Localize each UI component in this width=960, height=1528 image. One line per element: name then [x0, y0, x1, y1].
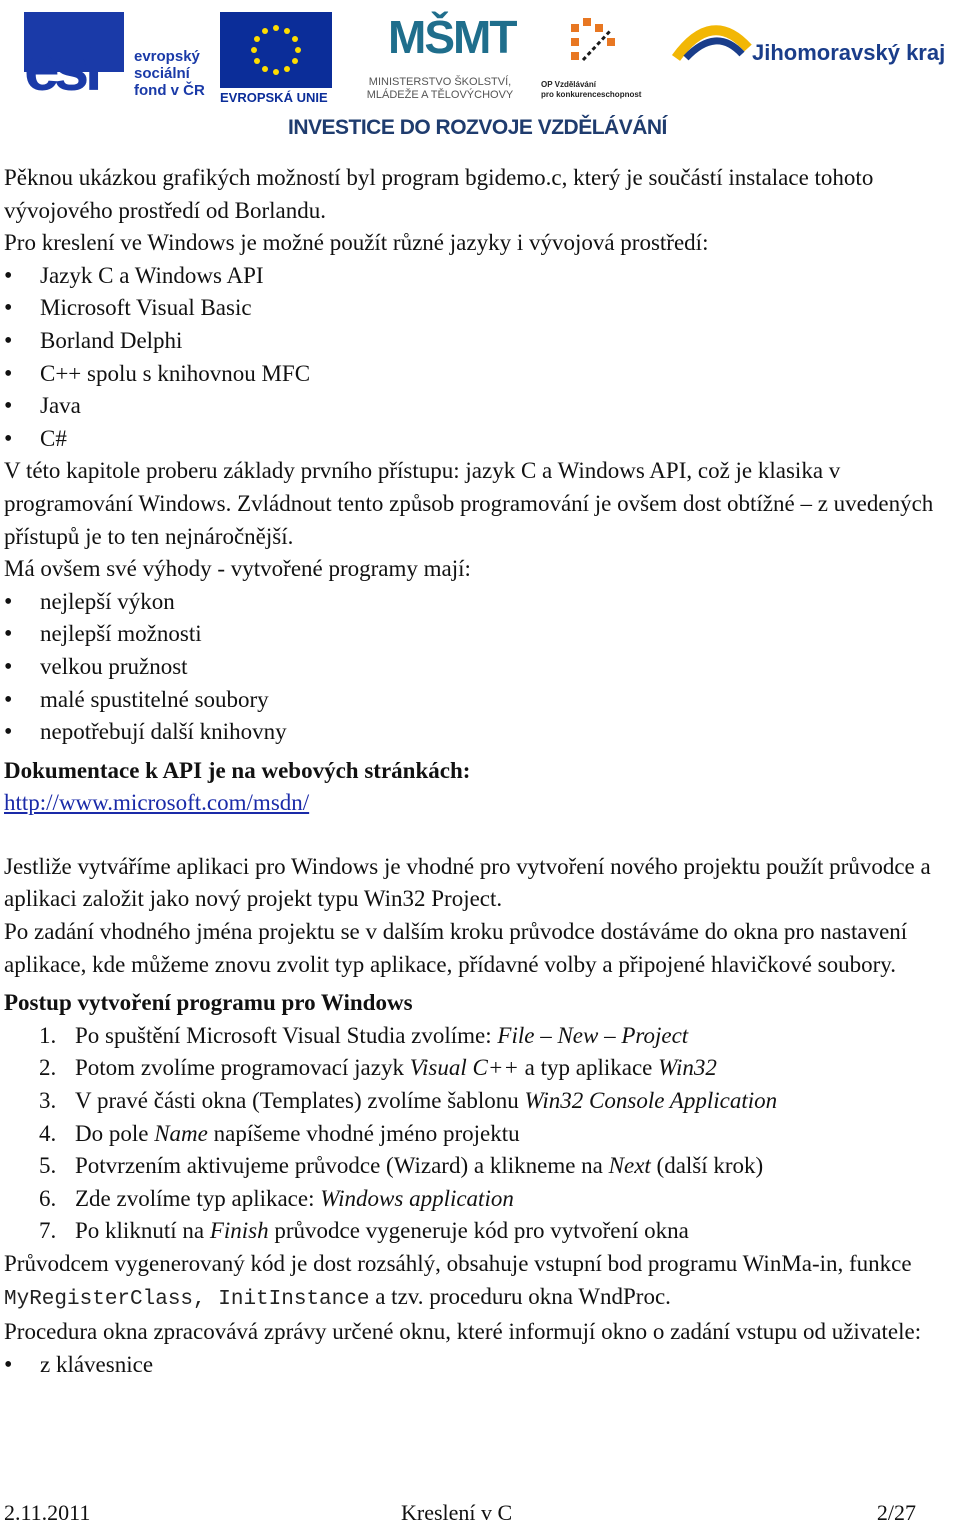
footer-title: Kreslení v C — [401, 1500, 513, 1525]
page-footer — [4, 1500, 960, 1528]
eu-caption: EVROPSKÁ UNIE — [220, 90, 328, 105]
doc-heading: Dokumentace k API je na webových stránkách: — [4, 757, 471, 783]
paragraph: Pro kreslení ve Windows je možné použít různé jazyky i vývojová prostředí: — [4, 230, 709, 256]
list-item: • C++ spolu s knihovnou MFC — [4, 358, 960, 391]
paragraph: Průvodcem vygenerovaný kód je dost rozsáhlý, obsahuje vstupní bod programu WinMa-in, funkce MyRegisterClass, InitInstance a tzv. proceduru okna WndProc. — [4, 1251, 912, 1311]
list-item: • z klávesnice — [4, 1349, 960, 1382]
footer-date: 2.11.2011 — [4, 1500, 91, 1525]
paragraph: Má ovšem své výhody - vytvořené programy mají: — [4, 556, 471, 582]
esf-logo: esf — [24, 32, 99, 104]
list-item: • Java — [4, 390, 960, 423]
esf-caption: evropský sociální fond v ČR — [134, 48, 205, 99]
banner-text: INVESTICE DO ROZVOJE VZDĚLÁVÁNÍ — [288, 116, 667, 139]
step-item: 5. Potvrzením aktivujeme průvodce (Wizard) a klikneme na Next (další krok) — [39, 1153, 764, 1179]
footer-page-number: 2/27 — [876, 1500, 916, 1525]
step-item: 6. Zde zvolíme typ aplikace: Windows application — [39, 1185, 514, 1211]
list-item: • nejlepší výkon — [4, 586, 960, 619]
paragraph: Procedura okna zpracovává zprávy určené oknu, které informují okno o zadání vstupu od uživatele: — [4, 1319, 922, 1345]
msmt-caption: MINISTERSTVO ŠKOLSTVÍ, MLÁDEŽE A TĚLOVÝCHOVY — [366, 76, 514, 101]
advantages-list — [4, 586, 960, 749]
language-list — [4, 260, 960, 456]
paragraph: Jestliže vytváříme aplikaci pro Windows je vhodné pro vytvoření nového projektu použít průvodce a aplikaci založit jako nový projekt typu Win32 Project. — [4, 853, 931, 912]
jmk-caption: Jihomoravský kraj — [752, 40, 946, 65]
list-item: • velkou pružnost — [4, 651, 960, 684]
input-list — [4, 1349, 960, 1382]
jmk-logo-icon — [672, 18, 752, 62]
list-item: • nejlepší možnosti — [4, 618, 960, 651]
steps-list — [4, 1020, 960, 1248]
list-item: • Jazyk C a Windows API — [4, 260, 960, 293]
list-item: • malé spustitelné soubory — [4, 684, 960, 717]
op-logo-icon — [565, 14, 625, 74]
paragraph: Pěknou ukázkou grafikých možností byl program bgidemo.c, který je součástí instalace tohoto vývojového prostředí od Borlandu. — [4, 165, 874, 223]
eu-flag-logo — [220, 12, 332, 88]
step-item: 1. Po spuštění Microsoft Visual Studia zvolíme: File – New – Project — [39, 1022, 689, 1048]
list-item: • Borland Delphi — [4, 325, 960, 358]
code-inline: MyRegisterClass, InitInstance — [4, 1287, 370, 1311]
paragraph: V této kapitole proberu základy prvního přístupu: jazyk C a Windows API, což je klasika v programování Windows. Zvládnout tento způsob programování je ovšem dost obtížné – z uvedených přístupů je to ten nejnáročnější. — [4, 458, 934, 549]
step-item: 3. V pravé části okna (Templates) zvolíme šablonu Win32 Console Application — [39, 1088, 778, 1114]
eu-stars-icon — [220, 12, 332, 88]
paragraph: Po zadání vhodného jména projektu se v dalším kroku průvodce dostáváme do okna pro nastavení aplikace, kde můžeme znovu zvolit typ aplikace, přídavné volby a připojené hlavičkové soubory. — [4, 919, 908, 977]
document-body — [4, 162, 960, 1381]
msdn-link[interactable]: http://www.microsoft.com/msdn/ — [4, 790, 310, 816]
step-item: 2. Potom zvolíme programovací jazyk Visual C++ a typ aplikace Win32 — [39, 1055, 717, 1081]
msmt-logo: MŠMT — [388, 11, 516, 63]
list-item: • C# — [4, 423, 960, 456]
step-item: 7. Po kliknutí na Finish průvodce vygeneruje kód pro vytvoření okna — [39, 1218, 689, 1244]
steps-heading: Postup vytvoření programu pro Windows — [4, 990, 413, 1016]
list-item: • nepotřebují další knihovny — [4, 716, 960, 749]
op-caption: OP Vzdělávání pro konkurenceschopnost — [541, 80, 642, 99]
list-item: • Microsoft Visual Basic — [4, 292, 960, 325]
step-item: 4. Do pole Name napíšeme vhodné jméno projektu — [39, 1120, 520, 1146]
header-logos — [0, 0, 960, 150]
